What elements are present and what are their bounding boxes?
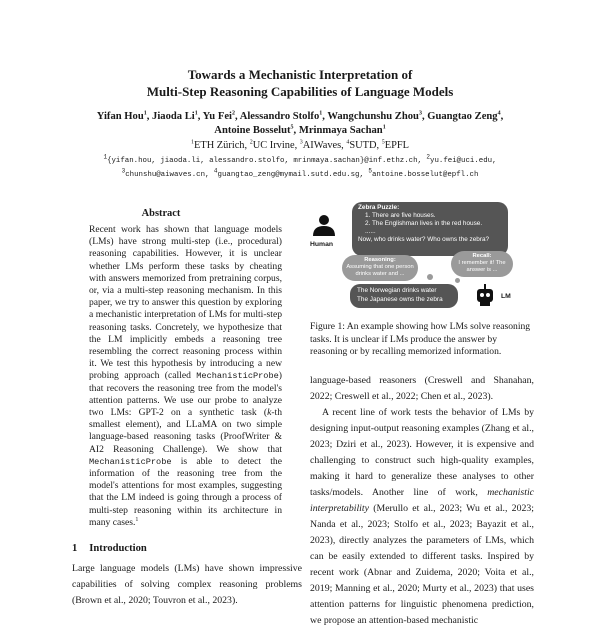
email-text: guangtao_zeng@mymail.sutd.edu.sg,	[217, 171, 364, 179]
abstract-text: is able to detect the information of the reasoning tree from the model's attentions for most examples, suggesting that the LM indeed is going through a process of multi-step reasoning within its architecture in many cases.	[89, 455, 282, 528]
robot-icon	[475, 284, 495, 306]
author-sup: 1	[382, 124, 386, 131]
thought-dot	[455, 278, 460, 283]
abstract-text: ) that recovers the reasoning tree from the model's attention patterns. We use our probe to analyze two LMs: GPT-2 on a synthetic task (	[89, 370, 282, 419]
affil-sup: 3	[299, 139, 303, 146]
probe-name: MechanisticProbe	[89, 456, 172, 467]
human-icon	[311, 214, 337, 236]
affil-name: ETH Zürich	[194, 140, 245, 151]
email-sup: 1	[103, 153, 108, 161]
author-sup: 3	[418, 110, 422, 117]
author-name: Yifan Hou	[96, 111, 144, 122]
email-text: chunshu@aiwaves.cn,	[125, 171, 210, 179]
puzzle-title: Zebra Puzzle:	[358, 204, 400, 211]
affil-sup: 5	[381, 139, 385, 146]
puzzle-bubble	[352, 202, 508, 256]
puzzle-line: 1. There are five houses.	[365, 212, 436, 219]
affil-name: SUTD	[349, 140, 377, 151]
figure-1	[305, 200, 535, 315]
author-sup: 1	[143, 110, 147, 117]
puzzle-line: ......	[365, 228, 376, 235]
paragraph-text: A recent line of work tests the behavior of LMs by designing input-output reasoning examples (Zhang et al., 2023; Dziri et al., 2023). However, it is expensive and challenging to construct such high-quality examples, making it hard to generalize these analyses to other tasks/models. Another line of work,	[310, 407, 534, 498]
email-sup: 4	[213, 167, 218, 175]
lm-label: LM	[501, 293, 511, 300]
reasoning-title: Reasoning:	[364, 257, 396, 263]
author-emails	[0, 154, 600, 182]
section-title: Introduction	[89, 543, 147, 554]
human-label: Human	[310, 241, 334, 248]
abstract-text: Recent work has shown that language models (LMs) have strong multi-step (i.e., procedural) reasoning capabilities. However, it is unclear whether LMs perform these tasks by cheating with answers memorized from pretraining corpus, or, via a multi-step reasoning mechanism. In this paper, we try to answer this question by exploring a mechanistic interpretation of LMs for multi-step reasoning tasks. Concretely, we hypothesize that the LM implicitly embeds a reasoning tree resembling the correct reasoning process within it. We test this hypothesis by introducing a new probing approach (called	[89, 224, 282, 382]
affil-name: UC Irvine	[252, 140, 295, 151]
author-name: Jiaoda Li	[152, 111, 195, 122]
affil-name: AIWaves	[302, 140, 342, 151]
author-name: Mrinmaya Sachan	[298, 125, 383, 136]
abstract-math: k	[267, 407, 272, 419]
affil-sup: 2	[249, 139, 253, 146]
abstract-text: -th smallest element), and LLaMA on two simple language-based reasoning tasks (ProofWriter & AI2 Reasoning Challenge). We show that	[89, 407, 282, 455]
section-number: 1	[72, 543, 78, 554]
thought-dot	[427, 274, 433, 280]
emphasis-text: mechanistic interpretability	[310, 487, 535, 514]
right-column-text	[310, 373, 534, 629]
author-list: Yifan Hou$^1$, Jiaoda Li$^1$, Yu Fei$^2$, Alessandro Stolfo$^1$, Wangchunshu Zhou$^3$, Guangtao Zeng$^4$, Antoine Bosselut$^5$, Mrinmaya Sachan$^1$	[96, 110, 504, 136]
section-heading-introduction	[72, 543, 147, 554]
abstract-heading: Abstract	[141, 208, 181, 219]
author-sup: 1	[194, 110, 198, 117]
email-sup: 2	[426, 153, 431, 161]
author-sup: 1	[319, 110, 323, 117]
puzzle-question: Now, who drinks water? Who owns the zebra?	[358, 236, 490, 243]
paragraph-text: (Merullo et al., 2023; Wu et al., 2023; Nanda et al., 2023; Stolfo et al., 2023; Bayazit et al., 2023), directly analyzes the parameters of LMs, which can be easily extended to different tasks. Inspired by recent work (Abnar and Zuidema, 2020; Voita et al., 2019; Manning et al., 2020; Murty et al., 2023) that uses attention patterns for linguistic phenomena prediction, we propose an attention-based mechanistic	[310, 503, 534, 626]
recall-cloud	[451, 251, 513, 277]
email-text: antoine.bosselut@epfl.ch	[371, 171, 479, 179]
author-name: Alessandro Stolfo	[239, 111, 320, 122]
answer-line: The Japanese owns the zebra	[357, 295, 443, 303]
title-line-1: Towards a Mechanistic Interpretation of	[187, 67, 413, 82]
author-sup: 5	[290, 124, 294, 131]
affiliations: $^1$ETH Zürich, $^2$UC Irvine, $^3$AIWaves, $^4$SUTD, $^5$EPFL	[191, 139, 409, 151]
paper-title	[0, 66, 600, 100]
probe-name: MechanisticProbe	[196, 371, 279, 382]
author-name: Wangchunshu Zhou	[327, 111, 419, 122]
affil-sup: 4	[346, 139, 350, 146]
abstract-body	[89, 224, 282, 529]
answer-line: The Norwegian drinks water	[357, 287, 437, 294]
paragraph	[310, 405, 534, 629]
author-sup: 4	[497, 110, 501, 117]
paragraph: language-based reasoners (Creswell and Shanahan, 2022; Creswell et al., 2022; Chen et al., 2023).	[310, 375, 534, 402]
affil-name: EPFL	[384, 140, 409, 151]
email-sup: 5	[368, 167, 372, 175]
author-sup: 2	[231, 110, 235, 117]
intro-paragraph: Large language models (LMs) have shown impressive capabilities of solving complex reasoning problems (Brown et al., 2020; Touvron et al., 2023).	[72, 563, 302, 606]
author-name: Yu Fei	[202, 111, 232, 122]
email-text: yu.fei@uci.edu,	[430, 157, 497, 165]
email-sup: 3	[121, 167, 126, 175]
footnote-mark: 1	[135, 516, 139, 523]
affil-sup: 1	[191, 139, 195, 146]
puzzle-line: 2. The Englishman lives in the red house.	[365, 220, 483, 227]
figure-caption: Figure 1: An example showing how LMs solve reasoning tasks. It is unclear if LMs produce the answer by reasoning or by recalling memorized information.	[310, 321, 531, 357]
answer-bubble	[350, 284, 458, 308]
author-name: Guangtao Zeng	[427, 111, 498, 122]
title-line-2: Multi-Step Reasoning Capabilities of Language Models	[146, 84, 454, 99]
author-name: Antoine Bosselut	[214, 125, 291, 136]
recall-title: Recall:	[472, 253, 492, 259]
email-text: {yifan.hou, jiaoda.li, alessandro.stolfo, mrinmaya.sachan}@inf.ethz.ch,	[107, 157, 422, 165]
recall-text: I remember it! The answer is ...	[458, 260, 506, 273]
reasoning-cloud	[342, 255, 418, 281]
reasoning-text: Assuming that one person drinks water and ...	[346, 264, 414, 277]
